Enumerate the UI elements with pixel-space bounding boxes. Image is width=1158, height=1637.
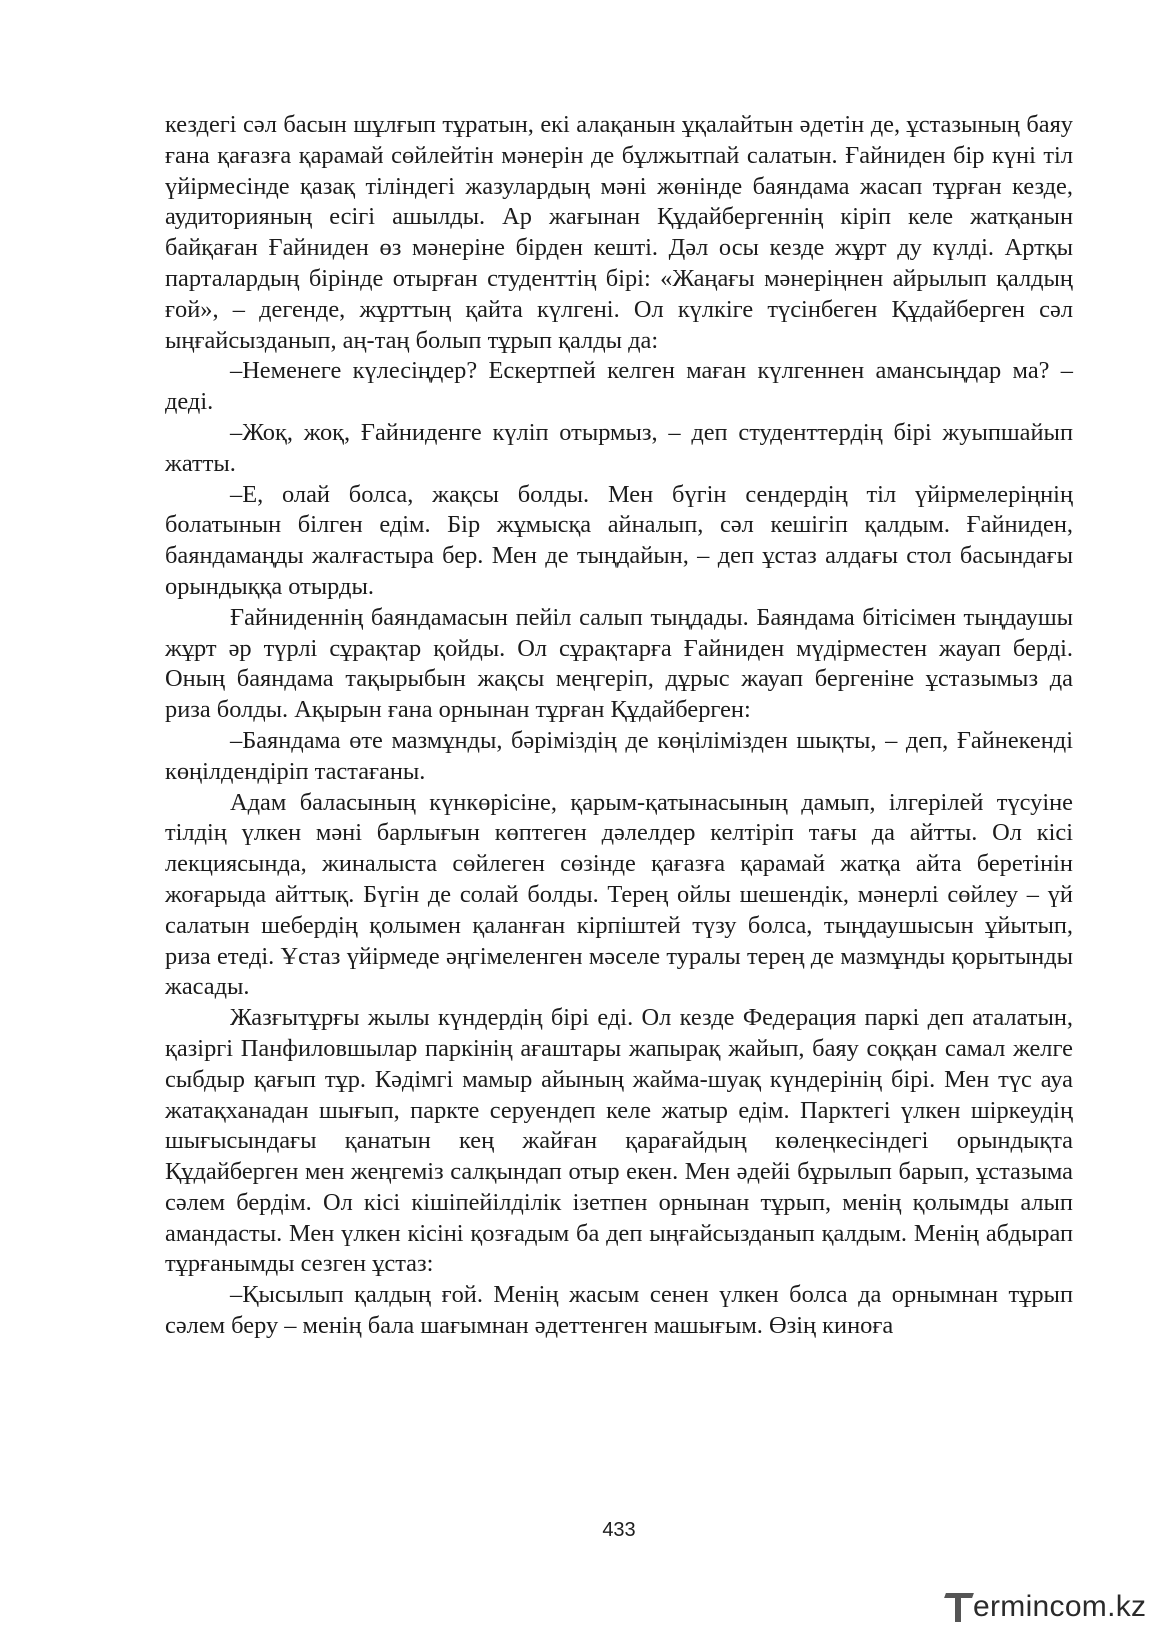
paragraph-7: Адам баласының күнкөрісіне, қарым-қатынасының дамып, ілгерілей түсуіне тілдің үлкен мәні барлығын көптеген дәлелдер келтіріп тағы да айтты. Ол кісі лекциясында, жиналыста сөйлеген сөзінде қағазға қарамай жатқа айта беретінін жоғарыда айттық. Бүгін де солай болды. Терең ойлы шешендік, мәнерлі сөйлеу – үй салатын шебердің қолымен қаланған кірпіштей түзу болса, тыңдаушысын ұйытып, риза етеді. Ұстаз үйірмеде әңгімеленген мәселе туралы терең де мазмұнды қорытынды жасады. [165,788,1073,1001]
termincom-logo-icon [945,1589,973,1625]
paragraph-5: Ғайниденнің баяндамасын пейіл салып тыңдады. Баяндама бітісімен тыңдаушы жұрт әр түрлі сұрақтар қойды. Ол сұрақтарға Ғайниден мүдірместен жауап берді. Оның баяндама тақырыбын жақсы меңгеріп, дұрыс жауап бергеніне ұстазымыз да риза болды. Ақырын ғана орнынан тұрған Құдайберген: [165,603,1073,724]
watermark [945,1585,1146,1629]
watermark-text: ermincom.kz [973,1590,1147,1623]
body-text [165,110,1073,1342]
paragraph-6: –Баяндама өте мазмұнды, бәрімiздің де көңілімізден шықты, – деп, Ғайнекенді көңілдендіріп тастағаны. [165,726,1073,785]
page-number: 433 [602,1519,636,1541]
paragraph-2: –Неменеге күлесіңдер? Ескертпей келген маған күлгеннен амансыңдар ма? – деді. [165,357,1073,416]
paragraph-1: кездегі сәл басын шұлғып тұратын, екі алақанын ұқалайтын әдетін де, ұстазының баяу ғана қағазға қарамай сөйлейтін мәнерін де бұлжытпай салатын. Ғайниден бір күні тіл үйірмесінде қазақ тіліндегі жазулардың мәні жөнінде баяндама жасап тұрған кезде, аудиторияның есігі ашылды. Ар жағынан Құдайбергеннің кіріп келе жатқанын байқаған Ғайниден өз мәнеріне бірден кешті. Дәл осы кезде жұрт ду күлді. Артқы парталардың бірінде отырған студенттің бірі: «Жаңағы мәнеріңнен айрылып қалдың ғой», – дегенде, жұрттың қайта күлгені. Ол күлкіге түсінбеген Құдайберген сәл ыңғайсызданып, аң-таң болып тұрып қалды да: [165,111,1073,354]
paragraph-4: –Е, олай болса, жақсы болды. Мен бүгін сендердің тіл үйірмелеріңнің болатынын білген едім. Бір жұмысқа айналып, сәл кешігіп қалдым. Ғайниден, баяндамаңды жалғастыра бер. Мен де тыңдайын, – деп ұстаз алдағы стол басындағы орындыққа отырды. [165,480,1073,600]
paragraph-3: –Жоқ, жоқ, Ғайниденге күліп отырмыз, – деп студенттердің бірі жуыпшайып жатты. [165,418,1073,477]
paragraph-8: Жазғытұрғы жылы күндердің бірі еді. Ол кезде Федерация паркі деп аталатын, қазіргі Панфиловшылар паркінің ағаштары жапырақ жайып, баяу соққан самал желге сыбдыр қағып тұр. Кәдімгі мамыр айының жайма-шуақ күндерінің бірі. Мен түс ауа жатақханадан шығып, паркте серуендеп келе жатыр едім. Парктегі үлкен шіркеудің шығысындағы қанатын кең жайған қарағайдың көлеңкесіндегі орындықта Құдайберген мен жеңгеміз салқындап отыр екен. Мен әдейі бұрылып барып, ұстазыма сәлем бердім. Ол кісі кішіпейілділік ізетпен орнынан тұрып, менің қолымды алып амандасты. Мен үлкен кісіні қозғадым ба деп ыңғайсызданып қалдым. Менің абдырап тұрғанымды сезген ұстаз: [165,1004,1073,1278]
paragraph-9: –Қысылып қалдың ғой. Менің жасым сенен үлкен болса да орнымнан тұрып сәлем беру – менің бала шағымнан әдеттенген машығым. Өзің киноға [165,1281,1073,1340]
